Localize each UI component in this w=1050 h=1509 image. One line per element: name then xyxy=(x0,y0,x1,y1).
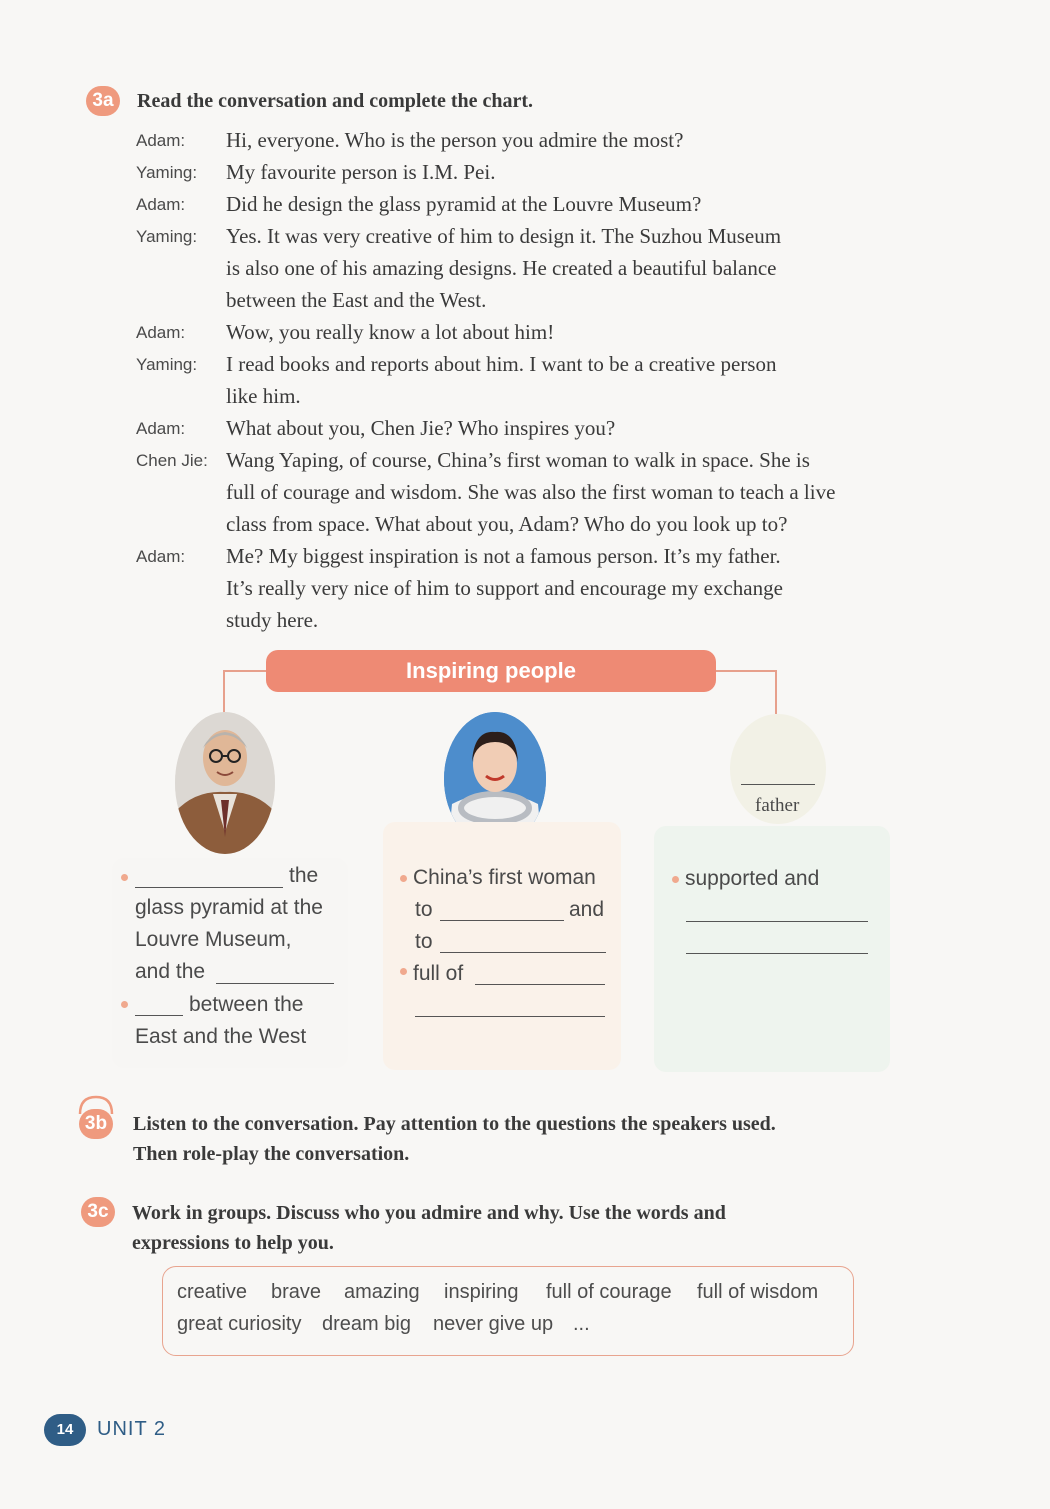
connector-right-vertical xyxy=(775,670,777,714)
blank-2b[interactable] xyxy=(440,952,606,953)
bullet-dot xyxy=(121,874,128,881)
dialogue-text: My favourite person is I.M. Pei. xyxy=(226,160,496,184)
speaker-name: Adam: xyxy=(136,323,186,342)
dialogue-text: Wang Yaping, of course, China’s first woman to walk in space. She is xyxy=(226,448,810,472)
dialogue-text: Hi, everyone. Who is the person you admire the most? xyxy=(226,128,684,152)
text-line: and xyxy=(569,898,605,921)
blank-1a[interactable] xyxy=(135,887,283,888)
text-line: Louvre Museum, xyxy=(135,928,292,951)
blank-3b[interactable] xyxy=(686,953,868,954)
dialogue-text: It’s really very nice of him to support and encourage my exchange xyxy=(226,576,783,600)
conversation-line xyxy=(136,608,916,640)
bullet-dot xyxy=(121,1001,128,1008)
word-chip: full of wisdom xyxy=(697,1281,819,1303)
word-chip: inspiring xyxy=(444,1281,519,1303)
speaker-name: Adam: xyxy=(136,419,186,438)
blank-1b[interactable] xyxy=(216,983,334,984)
text-line: China’s first woman xyxy=(413,866,596,889)
unit-label: UNIT 2 xyxy=(97,1418,166,1440)
text-line: East and the West xyxy=(135,1025,307,1048)
conversation-line xyxy=(136,128,916,160)
conversation-line xyxy=(136,192,916,224)
card-wang-yaping xyxy=(383,822,621,1070)
speaker-name: Adam: xyxy=(136,195,186,214)
im-pei-photo xyxy=(175,712,275,854)
dialogue-text: full of courage and wisdom. She was also the first woman to teach a live xyxy=(226,480,836,504)
card-father xyxy=(654,826,890,1072)
word-chip: dream big xyxy=(322,1313,411,1335)
section-3b-badge: 3b xyxy=(79,1109,113,1139)
blank-2d[interactable] xyxy=(415,1016,605,1017)
section-3b-instruction-line1: Listen to the conversation. Pay attention to the questions the speakers used. xyxy=(133,1113,776,1135)
conversation-line xyxy=(136,448,916,480)
connector-left-vertical xyxy=(223,670,225,714)
dialogue-text: Wow, you really know a lot about him! xyxy=(226,320,555,344)
connector-left-horizontal xyxy=(223,670,267,672)
conversation xyxy=(136,128,916,640)
word-chip: creative xyxy=(177,1281,248,1303)
chart-title-bar: Inspiring people xyxy=(266,650,716,692)
text-line: to xyxy=(415,898,433,921)
word-chip: never give up xyxy=(433,1313,554,1335)
conversation-line xyxy=(136,160,916,192)
dialogue-text: What about you, Chen Jie? Who inspires you? xyxy=(226,416,616,440)
section-3a-instruction: Read the conversation and complete the chart. xyxy=(137,90,534,112)
blank-2c[interactable] xyxy=(475,984,605,985)
speaker-name: Chen Jie: xyxy=(136,451,208,470)
conversation-line xyxy=(136,256,916,288)
word-chip: full of courage xyxy=(546,1281,672,1303)
word-bank xyxy=(162,1266,854,1356)
text-line: between the xyxy=(189,993,304,1016)
word-chip: amazing xyxy=(344,1281,420,1303)
speaker-name: Yaming: xyxy=(136,355,198,374)
speaker-name: Yaming: xyxy=(136,227,198,246)
dialogue-text: is also one of his amazing designs. He created a beautiful balance xyxy=(226,256,777,280)
conversation-line xyxy=(136,352,916,384)
section-3b-instruction-line2: Then role-play the conversation. xyxy=(133,1143,410,1165)
section-3c-instruction-line1: Work in groups. Discuss who you admire and why. Use the words and xyxy=(132,1202,726,1224)
text-line: supported and xyxy=(685,867,820,890)
dialogue-text: Me? My biggest inspiration is not a famous person. It’s my father. xyxy=(226,544,781,568)
conversation-line xyxy=(136,320,916,352)
dialogue-text: Yes. It was very creative of him to design it. The Suzhou Museum xyxy=(226,224,782,248)
dialogue-text: Did he design the glass pyramid at the Louvre Museum? xyxy=(226,192,702,216)
conversation-line xyxy=(136,384,916,416)
conversation-line xyxy=(136,576,916,608)
text-line: the xyxy=(289,864,319,887)
blank-2a[interactable] xyxy=(440,920,564,921)
blank-1c[interactable] xyxy=(135,1015,183,1016)
conversation-line xyxy=(136,512,916,544)
connector-right-horizontal xyxy=(716,670,776,672)
conversation-line xyxy=(136,288,916,320)
section-3c-instruction-line2: expressions to help you. xyxy=(132,1232,334,1254)
dialogue-text: class from space. What about you, Adam? Who do you look up to? xyxy=(226,512,788,536)
word-chip: great curiosity xyxy=(177,1313,302,1335)
page-number: 14 xyxy=(44,1414,86,1446)
dialogue-text: study here. xyxy=(226,608,319,632)
speaker-name: Adam: xyxy=(136,547,186,566)
bullet-dot xyxy=(400,968,407,975)
word-chip: brave xyxy=(271,1281,322,1303)
conversation-line xyxy=(136,416,916,448)
dialogue-text: between the East and the West. xyxy=(226,288,487,312)
bullet-dot xyxy=(672,876,679,883)
father-name-blank[interactable] xyxy=(741,784,815,785)
elderly-man-portrait-icon xyxy=(175,712,275,854)
speaker-name: Yaming: xyxy=(136,163,198,182)
father-label: father xyxy=(755,795,800,816)
text-line: to xyxy=(415,930,433,953)
bullet-dot xyxy=(400,875,407,882)
section-3c-badge: 3c xyxy=(81,1197,115,1227)
dialogue-text: I read books and reports about him. I want to be a creative person xyxy=(226,352,777,376)
card-im-pei xyxy=(112,858,348,1068)
text-line: full of xyxy=(413,962,464,985)
dialogue-text: like him. xyxy=(226,384,301,408)
headphones-icon xyxy=(76,1094,116,1116)
word-chip: ... xyxy=(573,1313,590,1335)
text-line: glass pyramid at the xyxy=(135,896,323,919)
text-line: and the xyxy=(135,960,206,983)
conversation-line xyxy=(136,480,916,512)
conversation-line xyxy=(136,224,916,256)
speaker-name: Adam: xyxy=(136,131,186,150)
blank-3a[interactable] xyxy=(686,921,868,922)
section-3a-badge: 3a xyxy=(86,86,120,116)
conversation-line xyxy=(136,544,916,576)
